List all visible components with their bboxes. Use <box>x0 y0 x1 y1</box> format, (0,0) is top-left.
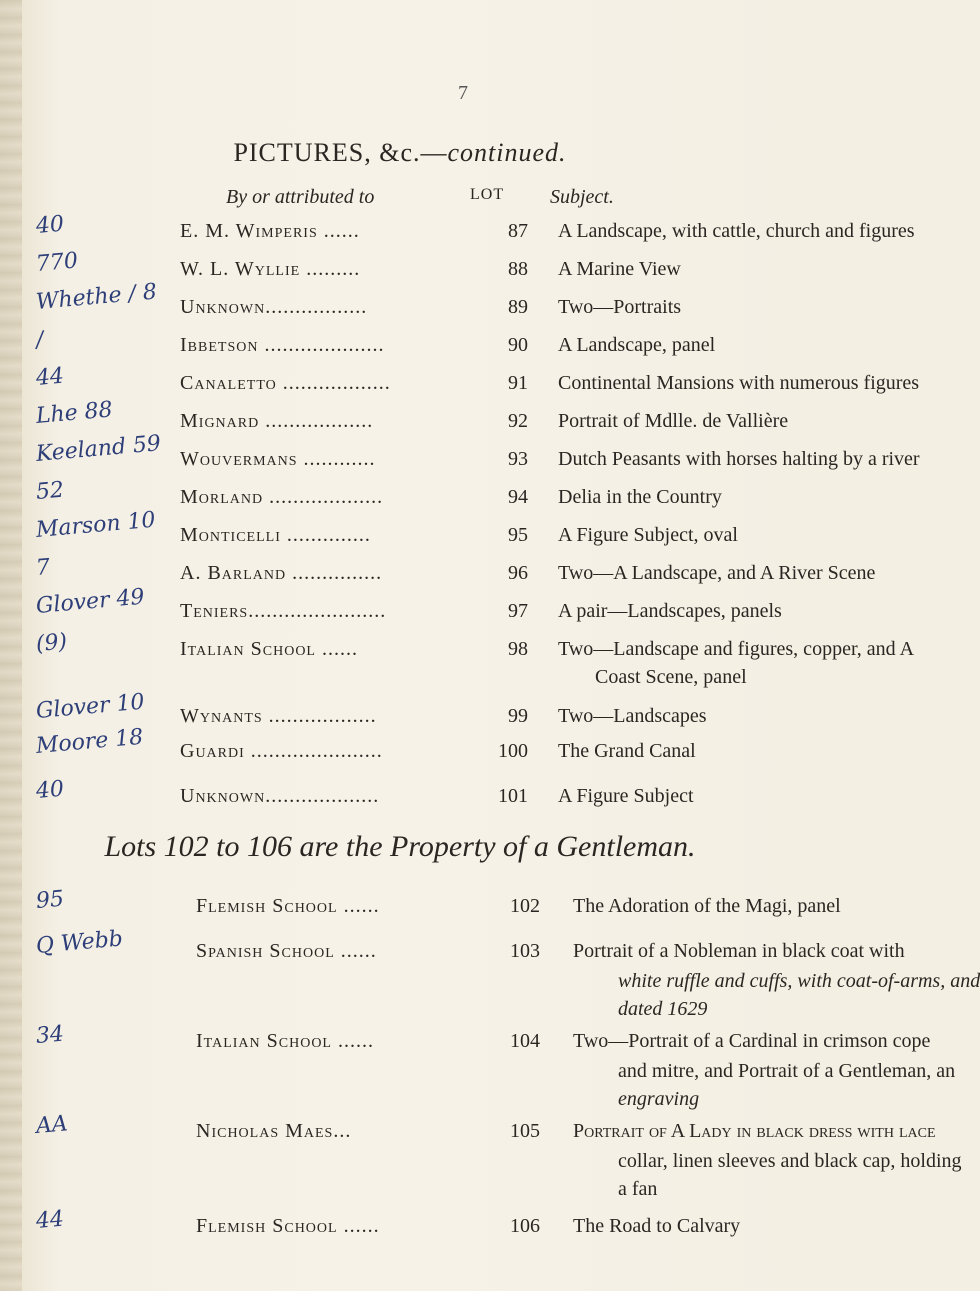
handwritten-note: 44 <box>34 1206 65 1234</box>
section-title: Lots 102 to 106 are the Property of a Gentleman. <box>104 830 696 863</box>
handwritten-note: 44 <box>34 363 65 391</box>
page-heading <box>0 138 800 168</box>
lot-number: 104 <box>510 1030 540 1052</box>
handwritten-note: Q Webb <box>34 926 124 959</box>
lot-subject-continued: white ruffle and cuffs, with coat-of-arms, and <box>618 970 980 992</box>
lot-number: 95 <box>508 524 528 546</box>
lot-subject: Delia in the Country <box>558 486 722 508</box>
lot-number: 101 <box>498 785 528 807</box>
lot-subject: Continental Mansions with numerous figures <box>558 372 920 394</box>
lot-subject: The Road to Calvary <box>573 1215 741 1237</box>
lot-row <box>0 629 915 698</box>
lot-row <box>0 926 980 1030</box>
artist-name: Spanish School ...... <box>196 940 377 962</box>
lot-subject: Portrait of A Lady in black dress with lace <box>573 1120 936 1142</box>
lot-subject: Two—Portrait of a Cardinal in crimson cope <box>573 1030 931 1052</box>
handwritten-note: Moore 18 <box>34 724 145 759</box>
page-number: 7 <box>458 82 468 104</box>
lot-number: 87 <box>508 220 528 242</box>
lot-subject-continued: engraving <box>618 1088 700 1110</box>
lot-subject: Two—Portraits <box>558 296 682 318</box>
lot-number: 105 <box>510 1120 540 1142</box>
handwritten-note: 40 <box>34 776 65 804</box>
artist-name: Morland ................... <box>180 486 384 508</box>
lot-subject-continued: and mitre, and Portrait of a Gentleman, an <box>618 1060 956 1082</box>
handwritten-note: AA <box>34 1111 69 1139</box>
lot-number: 99 <box>508 705 528 727</box>
lot-number: 97 <box>508 600 528 622</box>
handwritten-note: (9) <box>34 629 69 657</box>
lot-subject: The Adoration of the Magi, panel <box>573 895 841 917</box>
lot-number: 106 <box>510 1215 540 1237</box>
handwritten-note: Whethe / 8 <box>34 279 158 315</box>
lot-subject: The Grand Canal <box>558 740 696 762</box>
artist-name: Monticelli .............. <box>180 524 371 546</box>
artist-name: E. M. Wimperis ...... <box>180 220 360 242</box>
lot-number: 92 <box>508 410 528 432</box>
handwritten-note: 7 <box>34 554 52 581</box>
handwritten-note: 34 <box>34 1021 65 1049</box>
lot-row <box>0 1021 956 1120</box>
lot-row <box>0 431 920 482</box>
lot-row <box>0 363 920 406</box>
lot-row <box>0 1206 800 1249</box>
artist-name: W. L. Wyllie ......... <box>180 258 361 280</box>
lot-subject: Two—Landscape and figures, copper, and A <box>558 638 915 660</box>
handwritten-note: 95 <box>34 886 65 914</box>
lot-subject: A Landscape, with cattle, church and figures <box>558 220 915 242</box>
artist-name: Canaletto .................. <box>180 372 391 394</box>
lot-number: 93 <box>508 448 528 470</box>
lot-number: 89 <box>508 296 528 318</box>
artist-name: Italian School ...... <box>180 638 358 660</box>
lot-subject: Portrait of Mdlle. de Vallière <box>558 410 789 432</box>
column-header-lot: LOT <box>470 186 505 203</box>
artist-name: Mignard .................. <box>180 410 374 432</box>
lot-subject-continued: a fan <box>618 1178 658 1200</box>
lot-row <box>0 507 800 558</box>
lot-row <box>0 886 841 929</box>
lot-row <box>0 211 915 254</box>
lot-subject: Two—Landscapes <box>558 705 707 727</box>
lot-row <box>0 776 800 819</box>
lot-subject: A pair—Landscapes, panels <box>558 600 782 622</box>
artist-name: Nicholas Maes... <box>196 1120 352 1142</box>
lot-row <box>0 584 800 634</box>
handwritten-note: 40 <box>34 211 65 239</box>
lot-number: 100 <box>498 740 528 762</box>
lot-subject: Two—A Landscape, and A River Scene <box>558 562 876 584</box>
handwritten-note: / <box>34 327 45 353</box>
heading-main: PICTURES, &c.— <box>233 138 448 167</box>
artist-name: Italian School ...... <box>196 1030 374 1052</box>
lot-number: 102 <box>510 895 540 917</box>
lot-row <box>0 1111 962 1210</box>
lot-number: 103 <box>510 940 540 962</box>
column-header-artist: By or attributed to <box>226 186 375 208</box>
artist-name: Wouvermans ............ <box>180 448 376 470</box>
lot-row <box>0 279 800 330</box>
lot-number: 91 <box>508 372 528 394</box>
handwritten-note: Glover 49 <box>34 584 146 619</box>
lot-subject: Portrait of a Nobleman in black coat with <box>573 940 905 962</box>
artist-name: Wynants .................. <box>180 705 377 727</box>
handwritten-note: Marson 10 <box>34 507 157 543</box>
lot-subject: Dutch Peasants with horses halting by a river <box>558 448 920 470</box>
handwritten-note: Lhe 88 <box>34 397 114 429</box>
lot-subject-continued: collar, linen sleeves and black cap, holding <box>618 1150 962 1172</box>
lot-subject: A Landscape, panel <box>558 334 716 356</box>
lot-subject-continued: dated 1629 <box>618 998 708 1020</box>
handwritten-note: 52 <box>34 477 65 505</box>
lot-row <box>0 724 800 774</box>
lot-subject: A Figure Subject <box>558 785 694 807</box>
lot-row <box>0 327 800 368</box>
artist-name: Flemish School ...... <box>196 1215 380 1237</box>
lot-number: 98 <box>508 638 528 660</box>
artist-name: Flemish School ...... <box>196 895 380 917</box>
artist-name: A. Barland ............... <box>180 562 383 584</box>
lot-number: 90 <box>508 334 528 356</box>
lot-number: 96 <box>508 562 528 584</box>
column-header-subject: Subject. <box>550 186 614 208</box>
handwritten-note: Glover 10 <box>34 689 146 724</box>
artist-name: Unknown................... <box>180 785 380 807</box>
artist-name: Teniers....................... <box>180 600 387 622</box>
heading-continued: continued. <box>447 138 567 167</box>
artist-name: Unknown................. <box>180 296 368 318</box>
lot-number: 94 <box>508 486 528 508</box>
artist-name: Ibbetson .................... <box>180 334 385 356</box>
lot-subject-continued: Coast Scene, panel <box>595 666 747 688</box>
handwritten-note: 770 <box>34 248 79 277</box>
handwritten-note: Keeland 59 <box>34 431 162 467</box>
artist-name: Guardi ...................... <box>180 740 383 762</box>
lot-subject: A Marine View <box>558 258 681 280</box>
lot-number: 88 <box>508 258 528 280</box>
lot-subject: A Figure Subject, oval <box>558 524 738 546</box>
